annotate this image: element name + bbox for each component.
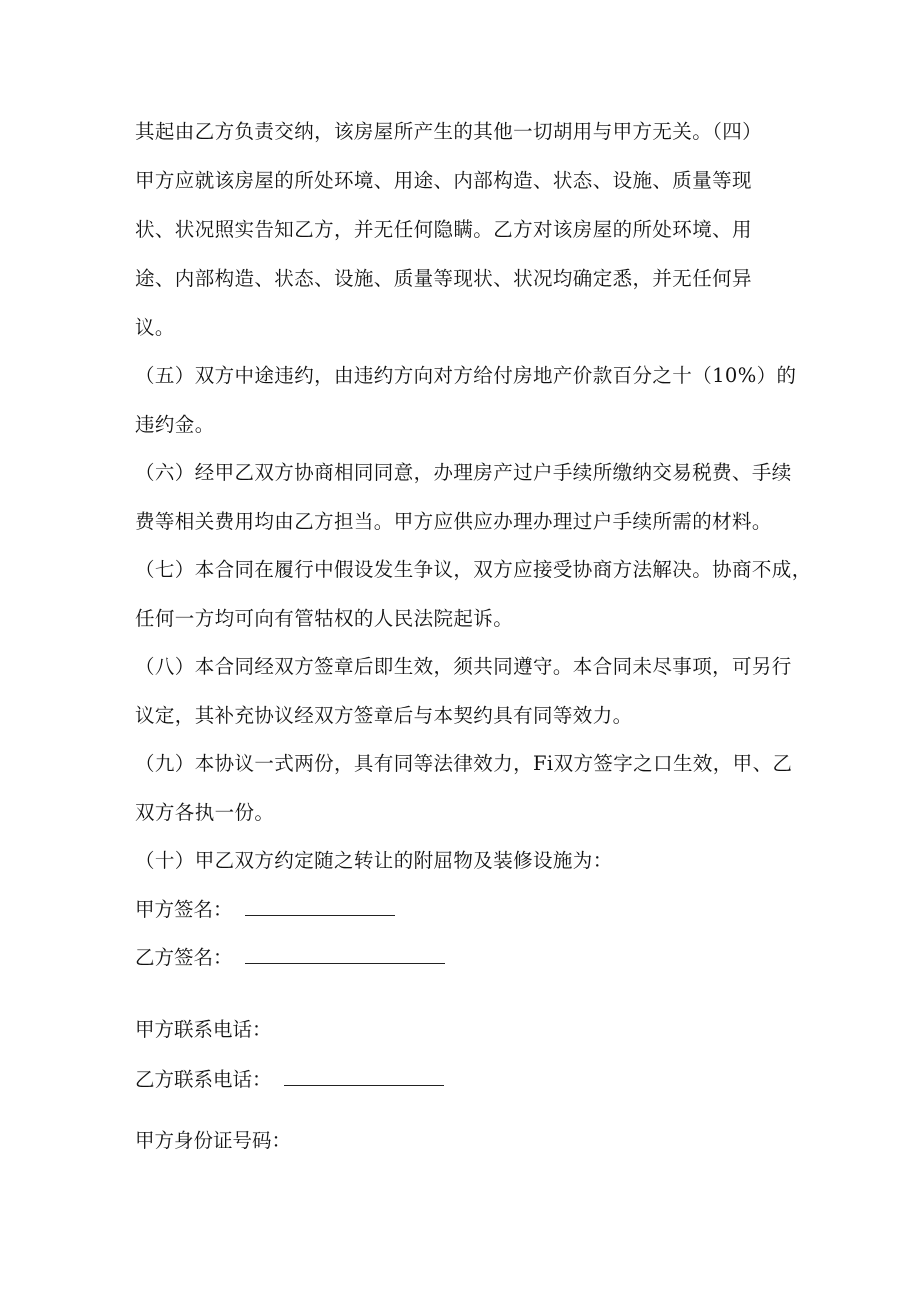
clause-9-line: 双方各执一份。 (135, 801, 275, 824)
paragraph-line: 途、内部构造、状态、设施、质量等现状、状况均确定悉，并无任何异 (135, 267, 752, 290)
clause-9-line: （九）本协议一式两份，具有同等法律效力，Fi双方签字之口生效，甲、乙 (135, 752, 793, 775)
clause-6-line: （六）经甲乙双方协商相同同意，办理房产过户手续所缴纳交易税费、手续 (135, 461, 792, 484)
party-a-id-row (135, 1129, 291, 1153)
party-a-signature-label: 甲方签名： (135, 898, 233, 921)
party-b-phone-blank[interactable] (284, 1067, 444, 1086)
clause-8-line: 议定，其补充协议经双方签章后与本契约具有同等效力。 (135, 704, 633, 727)
clause-7-line: 任何一方均可向有管牯权的人民法院起诉。 (135, 607, 514, 630)
party-a-phone-label: 甲方联系电话： (135, 1018, 272, 1041)
paragraph-line: 状、状况照实告知乙方，并无任何隐瞒。乙方对该房屋的所处环境、用 (135, 218, 752, 241)
clause-10-line: （十）甲乙双方约定随之转让的附屈物及装修设施为： (135, 849, 613, 872)
paragraph-line: 其起由乙方负责交纳，该房屋所产生的其他一切胡用与甲方无关。（四） (135, 120, 763, 143)
party-a-signature-blank[interactable] (245, 897, 395, 916)
party-a-phone-row (135, 1018, 272, 1042)
party-b-phone-row (135, 1067, 444, 1092)
clause-7-line: （七）本合同在履行中假设发生争议，双方应接受协商方法解决。协商不成， (135, 558, 812, 581)
clause-8-line: （八）本合同经双方签章后即生效，须共同遵守。本合同未尽事项，可另行 (135, 655, 792, 678)
party-b-signature-label: 乙方签名： (135, 946, 233, 969)
party-b-signature-row (135, 945, 445, 970)
clause-5-line: 违约金。 (135, 413, 215, 436)
party-b-phone-label: 乙方联系电话： (135, 1068, 272, 1091)
paragraph-line: 议。 (135, 316, 175, 339)
paragraph-line: 甲方应就该房屋的所处环境、用途、内部构造、状态、设施、质量等现 (135, 169, 752, 192)
party-b-signature-blank[interactable] (245, 945, 445, 964)
clause-6-line: 费等相关费用均由乙方担当。甲方应供应办理办理过户手续所需的材料。 (135, 510, 772, 533)
party-a-signature-row (135, 897, 395, 922)
clause-5-line: （五）双方中途违约，由违约方向对方给付房地产价款百分之十（10%）的 (135, 364, 797, 387)
party-a-id-label: 甲方身份证号码： (135, 1129, 292, 1152)
